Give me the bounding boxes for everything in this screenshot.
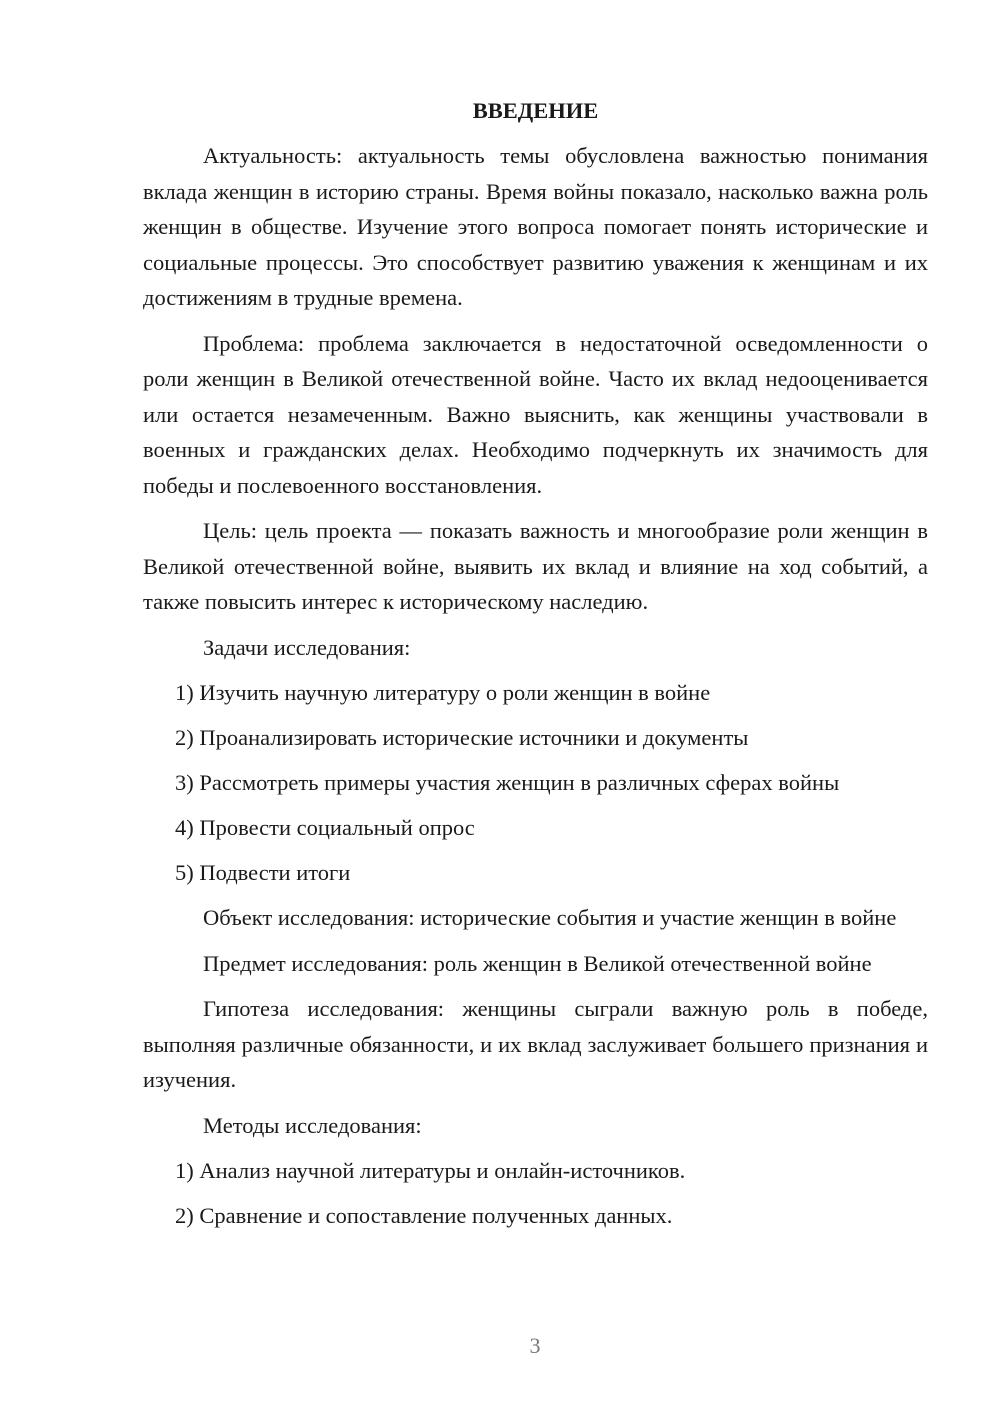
list-item: 2) Проанализировать исторические источники и документы: [175, 725, 749, 750]
methods-list: [143, 1153, 928, 1234]
tasks-label: Задачи исследования:: [203, 634, 411, 660]
list-item: 2) Сравнение и сопоставление полученных данных.: [175, 1203, 673, 1228]
page-content: [143, 92, 928, 1243]
methods-label: Методы исследования:: [203, 1112, 422, 1138]
list-item: 1) Изучить научную литературу о роли женщин в войне: [175, 680, 711, 705]
subject-paragraph: Предмет исследования: роль женщин в Великой отечественной войне: [203, 950, 872, 976]
object-paragraph: Объект исследования: исторические события и участие женщин в войне: [203, 905, 897, 930]
goal-paragraph: Цель: цель проекта — показать важность и многообразие роли женщин в Великой отечественной войне, выявить их вклад и влияние на ход событий, а также повысить интерес к историческому наследию.: [143, 518, 928, 614]
hypothesis-paragraph: Гипотеза исследования: женщины сыграли важную роль в победе, выполняя различные обязанности, и их вклад заслуживает большего признания и изучения.: [143, 996, 928, 1092]
problem-paragraph: Проблема: проблема заключается в недостаточной осведомленности о роли женщин в Великой отечественной войне. Часто их вклад недооценивается или остается незамеченным. Важно выяснить, как женщины участвовали в военных и гражданских делах. Необходимо подчеркнуть их значимость для победы и послевоенного восстановления.: [143, 330, 928, 498]
tasks-list: [143, 675, 928, 891]
relevance-paragraph: Актуальность: актуальность темы обусловлена важностью понимания вклада женщин в историю страны. Время войны показало, насколько важна роль женщин в обществе. Изучение этого вопроса помогает понять исторические и социальные процессы. Это способствует развитию уважения к женщинам и их достижениям в трудные времена.: [143, 143, 928, 310]
page-number: 3: [529, 1333, 541, 1358]
list-item: 5) Подвести итоги: [175, 860, 351, 885]
list-item: 1) Анализ научной литературы и онлайн-источников.: [175, 1158, 686, 1183]
list-item: 4) Провести социальный опрос: [175, 815, 475, 840]
list-item: 3) Рассмотреть примеры участия женщин в различных сферах войны: [175, 770, 840, 795]
page-title: ВВЕДЕНИЕ: [472, 98, 599, 123]
